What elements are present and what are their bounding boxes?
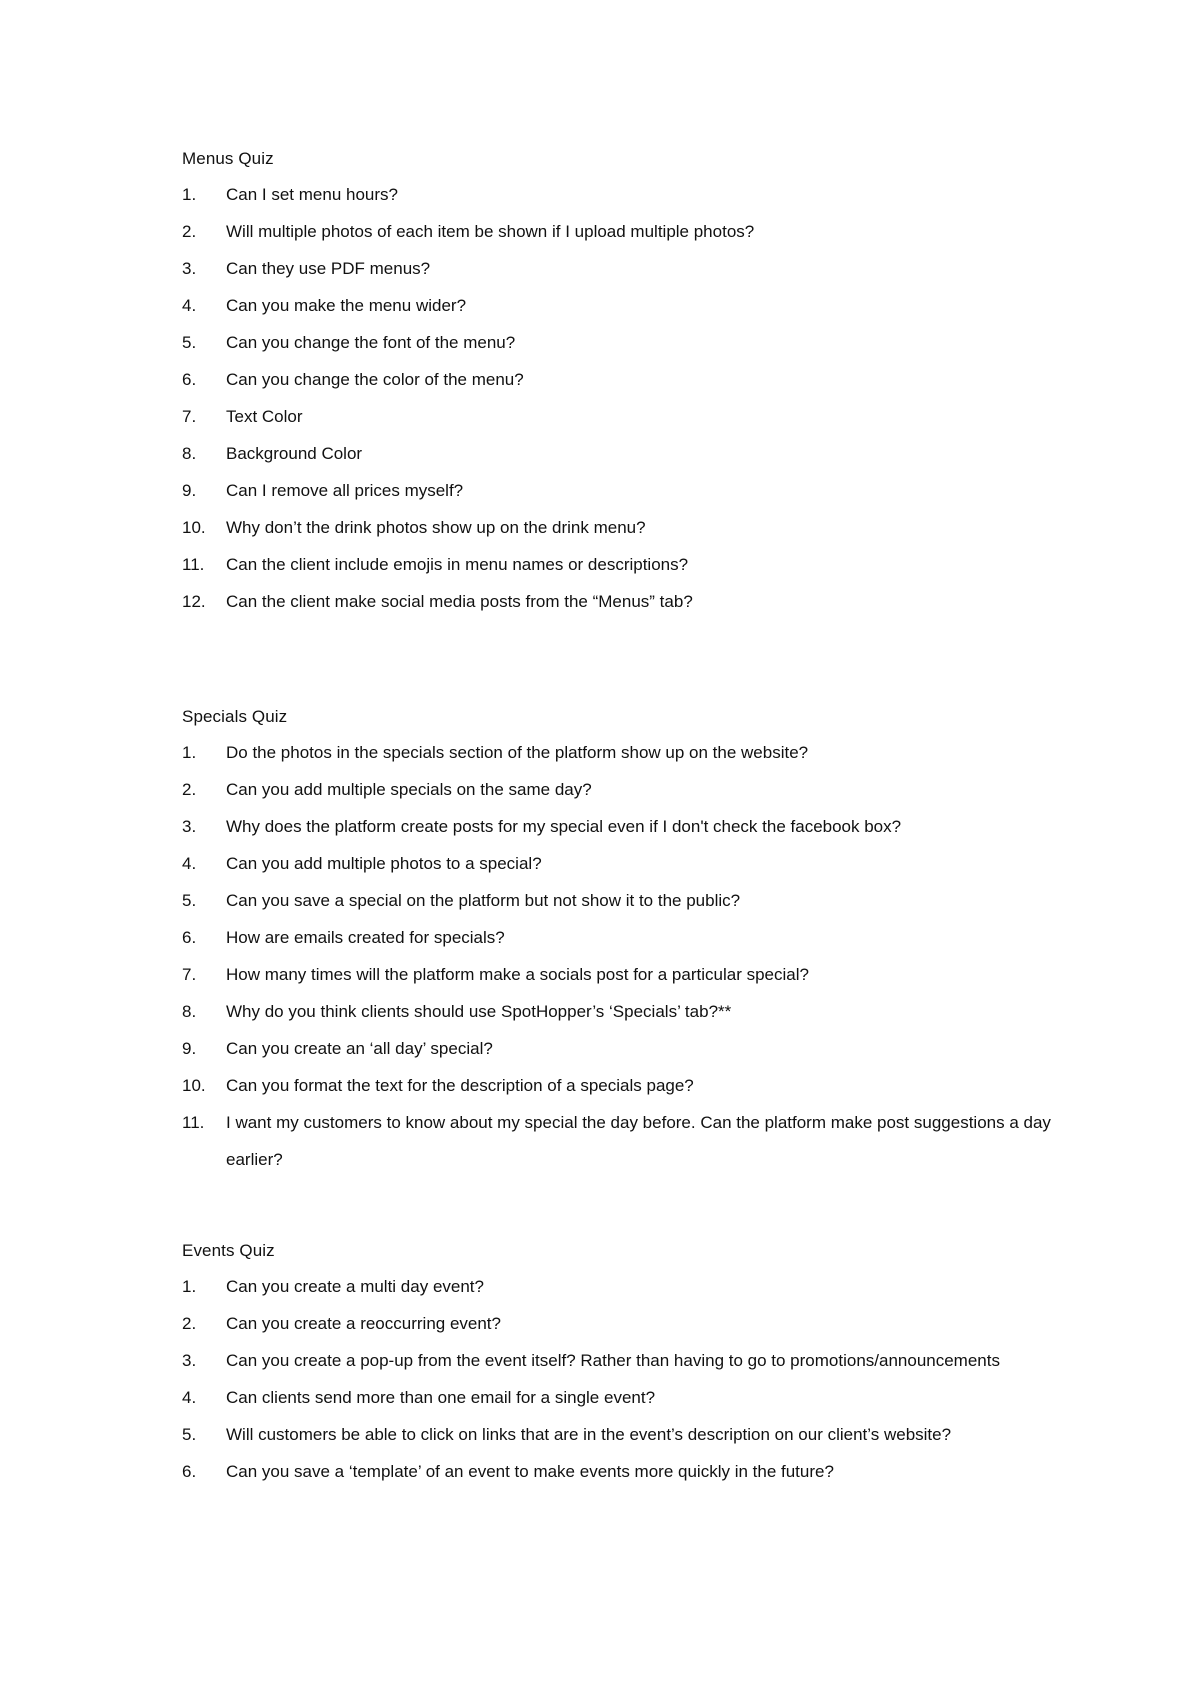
item-text: Why does the platform create posts for my special even if I don't check the facebook box? xyxy=(226,817,902,836)
list-item xyxy=(182,1453,1082,1490)
item-number: 11. xyxy=(182,1113,205,1132)
item-text: I want my customers to know about my special the day before. Can the platform make post suggestions a day earlier? xyxy=(226,1113,1051,1169)
list-item xyxy=(182,1379,1082,1416)
item-number: 6. xyxy=(182,928,197,947)
item-text: Can you save a special on the platform but not show it to the public? xyxy=(226,891,741,910)
list-item xyxy=(182,882,1082,919)
item-text: Will multiple photos of each item be shown if I upload multiple photos? xyxy=(226,222,755,241)
list-item xyxy=(182,213,1082,250)
item-number: 1. xyxy=(182,743,197,762)
menus-quiz-section xyxy=(182,142,1082,620)
item-text: Can you save a ‘template’ of an event to make events more quickly in the future? xyxy=(226,1462,834,1481)
item-text: Will customers be able to click on links that are in the event’s description on our client’s website? xyxy=(226,1425,952,1444)
item-number: 4. xyxy=(182,1388,197,1407)
item-text: Can you change the color of the menu? xyxy=(226,370,524,389)
item-number: 9. xyxy=(182,481,197,500)
item-number: 11. xyxy=(182,555,205,574)
list-item xyxy=(182,583,1082,620)
item-text: Can you create a multi day event? xyxy=(226,1277,484,1296)
item-text: How many times will the platform make a socials post for a particular special? xyxy=(226,965,809,984)
item-number: 5. xyxy=(182,333,197,352)
item-text: Can you change the font of the menu? xyxy=(226,333,516,352)
item-text: Do the photos in the specials section of the platform show up on the website? xyxy=(226,743,809,762)
list-item xyxy=(182,771,1082,808)
item-number: 1. xyxy=(182,1277,197,1296)
list-item xyxy=(182,919,1082,956)
item-text: Why do you think clients should use SpotHopper’s ‘Specials’ tab?** xyxy=(226,1002,732,1021)
item-number: 3. xyxy=(182,817,197,836)
item-number: 2. xyxy=(182,222,197,241)
item-number: 10. xyxy=(182,518,206,537)
item-text: Text Color xyxy=(226,407,303,426)
item-text: Can you add multiple photos to a special? xyxy=(226,854,542,873)
list-item xyxy=(182,398,1082,435)
list-item xyxy=(182,1067,1082,1104)
item-text: Can they use PDF menus? xyxy=(226,259,431,278)
list-item xyxy=(182,287,1082,324)
item-number: 3. xyxy=(182,1351,197,1370)
item-text: Can clients send more than one email for a single event? xyxy=(226,1388,656,1407)
item-number: 5. xyxy=(182,1425,197,1444)
item-number: 4. xyxy=(182,296,197,315)
item-number: 2. xyxy=(182,1314,197,1333)
item-number: 3. xyxy=(182,259,197,278)
list-item xyxy=(182,808,1082,845)
list-item xyxy=(182,734,1082,771)
item-text: Can you create a reoccurring event? xyxy=(226,1314,501,1333)
list-item xyxy=(182,1268,1082,1305)
item-text: How are emails created for specials? xyxy=(226,928,505,947)
item-number: 6. xyxy=(182,370,197,389)
item-number: 6. xyxy=(182,1462,197,1481)
section-title: Menus Quiz xyxy=(182,149,274,168)
item-number: 5. xyxy=(182,891,197,910)
list-item xyxy=(182,176,1082,213)
item-number: 10. xyxy=(182,1076,206,1095)
item-text: Why don’t the drink photos show up on the drink menu? xyxy=(226,518,646,537)
item-number: 4. xyxy=(182,854,197,873)
list-item xyxy=(182,1305,1082,1342)
item-text: Can you format the text for the description of a specials page? xyxy=(226,1076,694,1095)
list-item xyxy=(182,993,1082,1030)
item-number: 7. xyxy=(182,965,197,984)
item-text: Background Color xyxy=(226,444,363,463)
events-quiz-section xyxy=(182,1234,1082,1490)
specials-quiz-section xyxy=(182,700,1082,1178)
item-number: 8. xyxy=(182,444,197,463)
list-item xyxy=(182,435,1082,472)
list-item xyxy=(182,1104,1082,1178)
item-number: 1. xyxy=(182,185,197,204)
list-item xyxy=(182,472,1082,509)
item-text: Can the client make social media posts from the “Menus” tab? xyxy=(226,592,693,611)
item-text: Can you add multiple specials on the same day? xyxy=(226,780,592,799)
section-title: Events Quiz xyxy=(182,1241,275,1260)
list-item xyxy=(182,1416,1082,1453)
list-item xyxy=(182,324,1082,361)
item-text: Can I set menu hours? xyxy=(226,185,398,204)
list-item xyxy=(182,546,1082,583)
item-text: Can the client include emojis in menu names or descriptions? xyxy=(226,555,689,574)
list-item xyxy=(182,845,1082,882)
list-item xyxy=(182,361,1082,398)
list-item xyxy=(182,250,1082,287)
item-text: Can you make the menu wider? xyxy=(226,296,467,315)
item-text: Can you create an ‘all day’ special? xyxy=(226,1039,493,1058)
list-item xyxy=(182,509,1082,546)
item-number: 7. xyxy=(182,407,197,426)
item-number: 2. xyxy=(182,780,197,799)
item-number: 9. xyxy=(182,1039,197,1058)
list-item xyxy=(182,1342,1082,1379)
section-title: Specials Quiz xyxy=(182,707,288,726)
item-number: 12. xyxy=(182,592,206,611)
item-number: 8. xyxy=(182,1002,197,1021)
list-item xyxy=(182,1030,1082,1067)
list-item xyxy=(182,956,1082,993)
item-text: Can I remove all prices myself? xyxy=(226,481,464,500)
item-text: Can you create a pop-up from the event itself? Rather than having to go to promotions/announcements xyxy=(226,1351,1000,1370)
